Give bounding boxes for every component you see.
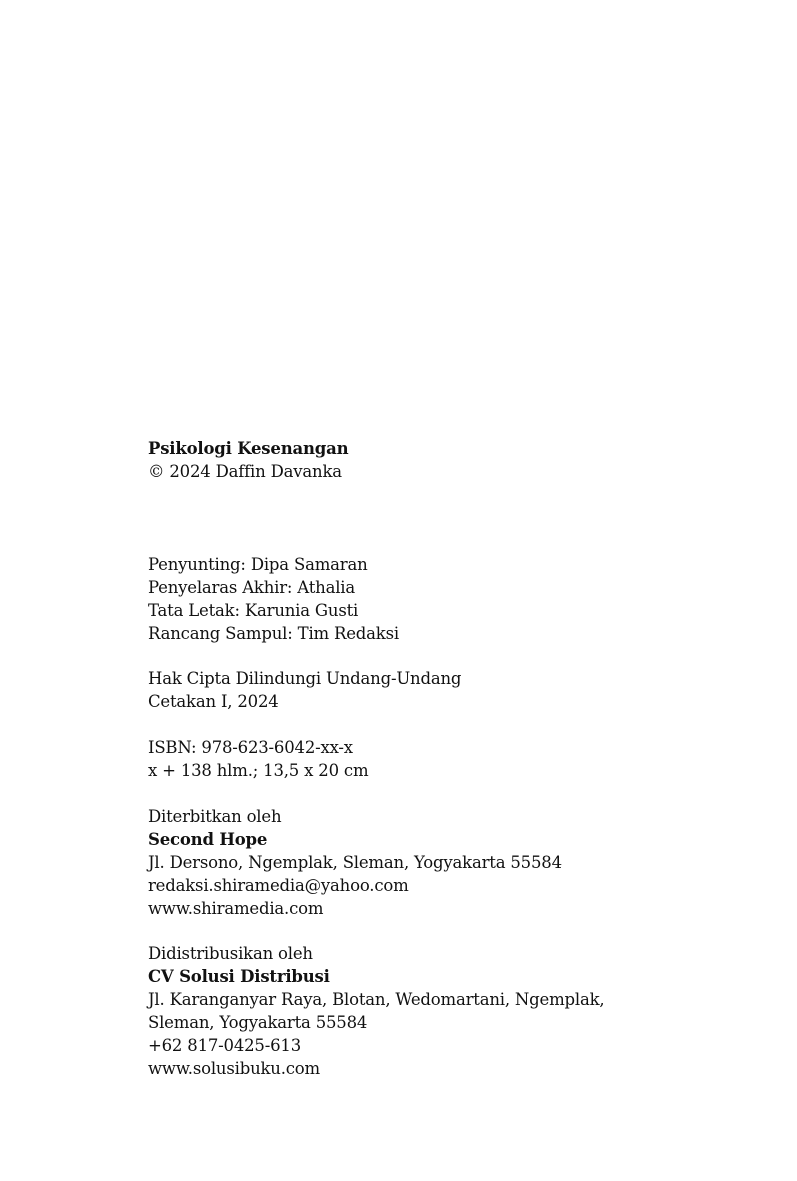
publisher-heading: Diterbitkan oleh [148, 807, 282, 826]
distributor-address-line2: Sleman, Yogyakarta 55584 [148, 1013, 368, 1032]
distributor-name: CV Solusi Distribusi [148, 967, 330, 986]
title-block [148, 437, 708, 483]
isbn-block [148, 736, 708, 782]
distributor-address-line1: Jl. Karanganyar Raya, Blotan, Wedomartani, Ngemplak, [148, 990, 605, 1009]
publisher-website: www.shiramedia.com [148, 899, 324, 918]
publisher-name: Second Hope [148, 830, 268, 849]
pages-size: x + 138 hlm.; 13,5 x 20 cm [148, 761, 369, 780]
rights-statement: Hak Cipta Dilindungi Undang-Undang [148, 669, 462, 688]
publisher-email: redaksi.shiramedia@yahoo.com [148, 876, 409, 895]
cover-design-credit: Rancang Sampul: Tim Redaksi [148, 624, 399, 643]
book-title: Psikologi Kesenangan [148, 439, 349, 458]
distributor-heading: Didistribusikan oleh [148, 944, 313, 963]
credits-block [148, 553, 708, 645]
edition-statement: Cetakan I, 2024 [148, 692, 279, 711]
distributor-phone: +62 817-0425-613 [148, 1036, 301, 1055]
publisher-address: Jl. Dersono, Ngemplak, Sleman, Yogyakarta 55584 [148, 853, 562, 872]
rights-block [148, 667, 708, 713]
editor-credit: Penyunting: Dipa Samaran [148, 555, 368, 574]
publisher-block [148, 805, 708, 920]
copyright-notice: © 2024 Daffin Davanka [148, 462, 342, 481]
distributor-block [148, 942, 708, 1080]
final-reviewer-credit: Penyelaras Akhir: Athalia [148, 578, 356, 597]
distributor-website: www.solusibuku.com [148, 1059, 320, 1078]
layout-credit: Tata Letak: Karunia Gusti [148, 601, 359, 620]
isbn-number: ISBN: 978-623-6042-xx-x [148, 738, 353, 757]
